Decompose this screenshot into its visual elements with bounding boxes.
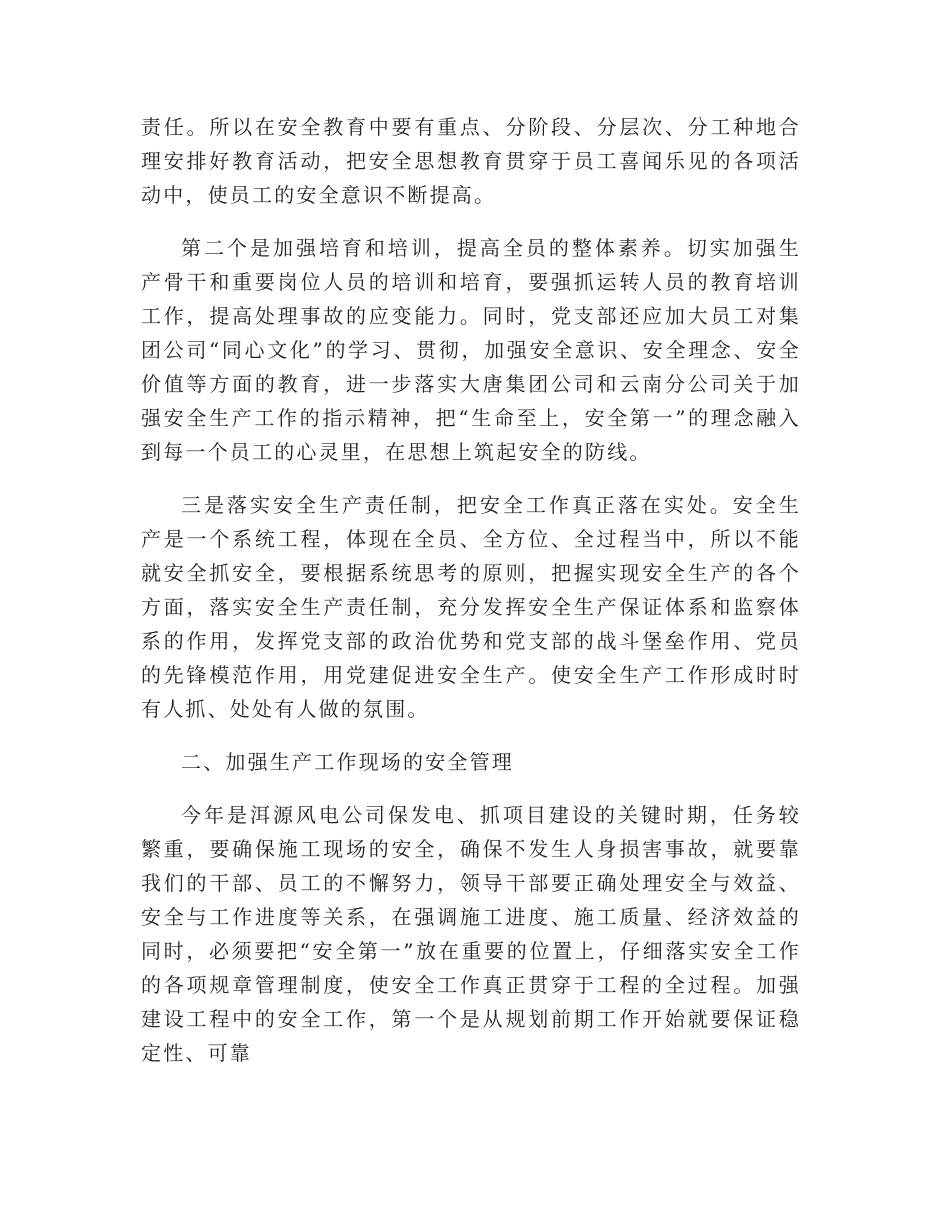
paragraph-site-safety: 今年是洱源风电公司保发电、抓项目建设的关键时期，任务较繁重，要确保施工现场的安全，确保不发生人身损害事故，就要靠我们的干部、员工的不懈努力，领导干部要正确处理安全与效益、安全与工作进度等关系，在强调施工进度、施工质量、经济效益的同时，必须要把“安全第一”放在重要的位置上，仔细落实安全工作的各项规章管理制度，使安全工作真正贯穿于工程的全过程。加强建设工程中的安全工作，第一个是从规划前期工作开始就要保证稳定性、可靠	[141, 803, 801, 1065]
document-body	[141, 110, 801, 1089]
section-heading: 二、加强生产工作现场的安全管理	[181, 750, 514, 774]
paragraph-continuation: 责任。所以在安全教育中要有重点、分阶段、分层次、分工种地合理安排好教育活动，把安全思想教育贯穿于员工喜闻乐见的各项活动中，使员工的安全意识不断提高。	[141, 115, 801, 207]
paragraph-training: 第二个是加强培育和培训，提高全员的整体素养。切实加强生产骨干和重要岗位人员的培训和培育，要强抓运转人员的教育培训工作，提高处理事故的应变能力。同时，党支部还应加大员工对集团公司“同心文化”的学习、贯彻，加强安全意识、安全理念、安全价值等方面的教育，进一步落实大唐集团公司和云南分公司关于加强安全生产工作的指示精神，把“生命至上，安全第一”的理念融入到每一个员工的心灵里，在思想上筑起安全的防线。	[141, 236, 801, 464]
paragraph-responsibility: 三是落实安全生产责任制，把安全工作真正落在实处。安全生产是一个系统工程，体现在全员、全方位、全过程当中，所以不能就安全抓安全，要根据系统思考的原则，把握实现安全生产的各个方面，落实安全生产责任制，充分发挥安全生产保证体系和监察体系的作用，发挥党支部的政治优势和党支部的战斗堡垒作用、党员的先锋模范作用，用党建促进安全生产。使安全生产工作形成时时有人抓、处处有人做的氛围。	[141, 493, 801, 721]
